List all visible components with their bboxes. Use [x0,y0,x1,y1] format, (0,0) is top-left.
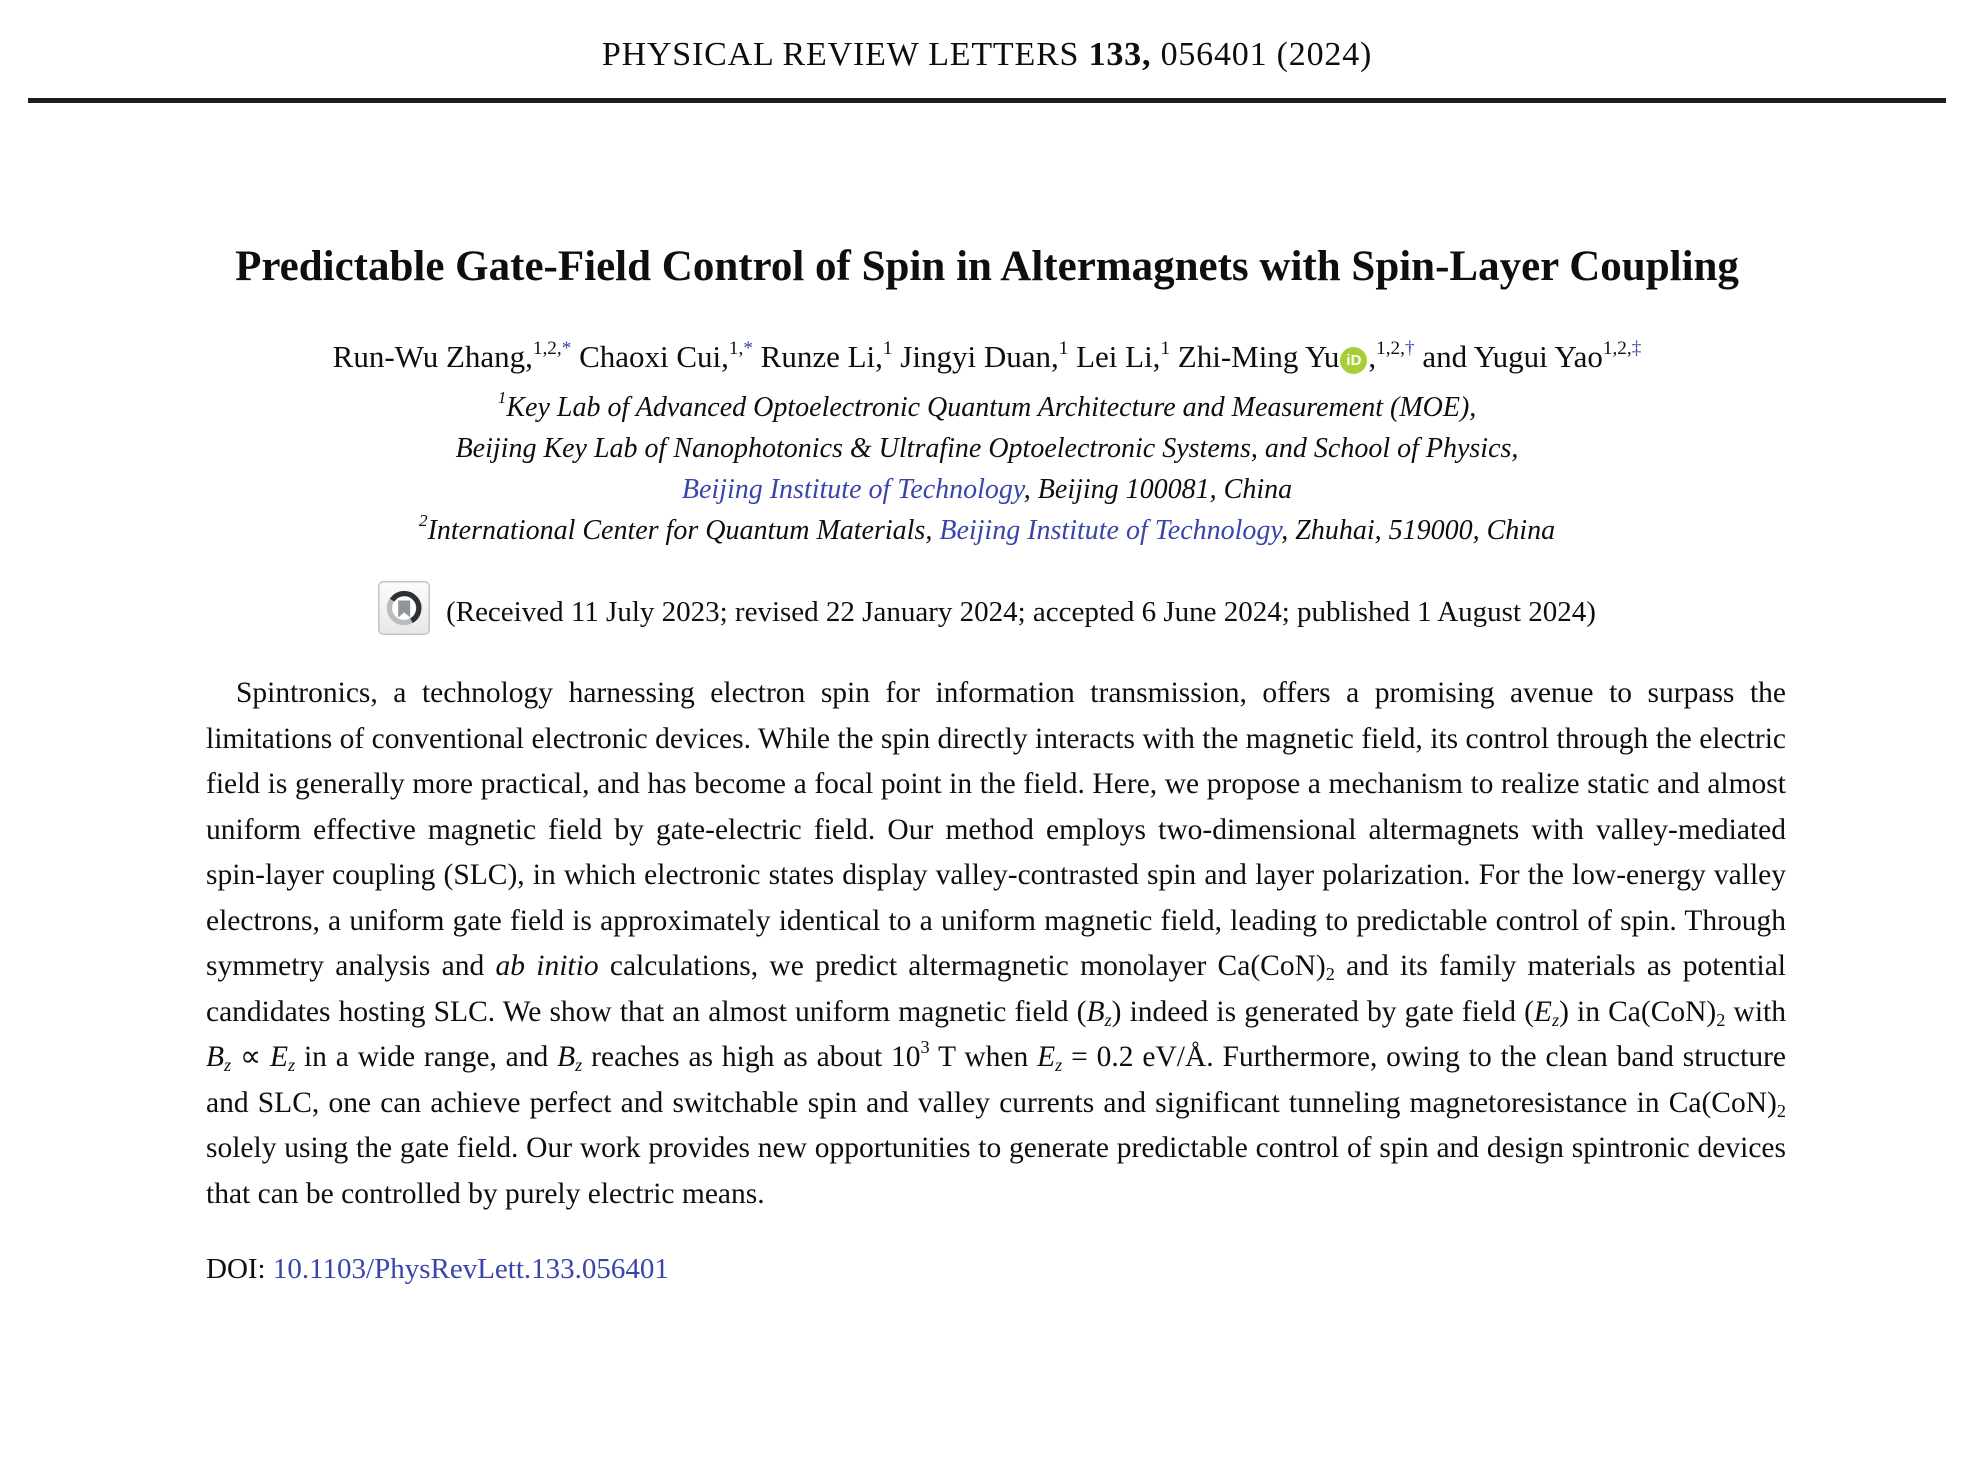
text-run: Lei Li, [1068,339,1161,374]
text-run: z [224,1055,232,1075]
text-run: 1 [497,388,507,407]
text-run: and its family materials as potential candidates hosting SLC. We show that an almost uniform magnetic field ( [206,950,1786,1028]
text-link[interactable]: Beijing Institute of Technology [939,515,1282,546]
text-run: solely using the gate field. Our work provides new opportunities to generate predictable control of spin and design spintronic devices that can be controlled by purely electric means. [206,1132,1786,1210]
text-run: , [1368,339,1377,374]
text-run: and Yugui Yao [1414,339,1603,374]
text-run: B [206,1041,225,1073]
abstract-text [206,671,1786,1217]
affiliation-line [0,387,1974,428]
text-link[interactable]: † [1404,338,1415,359]
text-run: ) in Ca(CoN) [1559,995,1717,1028]
text-run: 133, [1088,36,1152,73]
text-run: 2 [1716,1009,1726,1030]
orcid-icon[interactable]: iD [1340,347,1367,374]
text-run: T when [929,1041,1038,1073]
doi-link[interactable]: 10.1103/PhysRevLett.133.056401 [272,1253,669,1285]
text-run: E [1037,1041,1056,1073]
received-row [0,581,1974,643]
author-line [0,335,1974,379]
text-run: E [1533,995,1552,1028]
text-run: 3 [920,1037,930,1057]
text-run: ) indeed is generated by gate field ( [1111,995,1534,1028]
crossmark-icon[interactable] [378,581,430,643]
text-link[interactable]: ‡ [1631,338,1642,359]
text-run: 1 [1058,338,1069,359]
text-run: z [287,1055,296,1075]
text-run: z [575,1055,583,1075]
text-run: Run-Wu Zhang, [332,339,533,374]
text-run: reaches as high as about 10 [582,1041,921,1073]
text-run: B [557,1041,576,1073]
text-run: Spintronics, a technology harnessing electron spin for information transmission, offers a promising avenue to surpass the limitations of conventional electronic devices. While the spin directly interacts with the magnetic field, its control through the electric field is generally more practical, and has become a focal point in the field. Here, we propose a mechanism to realize static and almost uniform effective magnetic field by gate-electric field. Our method employs two-dimensional altermagnets with valley-mediated spin-layer coupling (SLC), in which electronic states display valley-contrasted spin and layer polarization. For the low-energy valley electrons, a uniform gate field is approximately identical to a uniform magnetic field, leading to predictable control of spin. Through symmetry analysis and [206,677,1786,982]
text-run: 1,2, [1602,338,1632,359]
text-run: 1 [882,338,893,359]
text-run: 1, [728,338,744,359]
text-run: with [1725,995,1786,1028]
journal-masthead [0,34,1974,76]
text-run: 056401 (2024) [1151,36,1373,73]
text-link[interactable]: * [743,338,753,359]
text-run: Chaoxi Cui, [571,339,729,374]
text-run: 1,2, [1376,338,1405,359]
text-run: = 0.2 eV/Å. Furthermore, owing to the clean band structure and SLC, one can achieve perfect and switchable spin and valley currents and significant tunneling magnetoresistance in Ca(CoN) [206,1041,1786,1119]
text-run: in a wide range, and [295,1041,558,1073]
text-run: 1,2, [532,338,562,359]
text-run: B [1086,995,1105,1028]
text-run: International Center for Quantum Materials, [427,515,940,546]
text-run: Jingyi Duan, [892,339,1059,374]
text-run: Runze Li, [752,339,883,374]
affiliation-line [0,428,1974,469]
doi-label: DOI: [206,1253,273,1285]
affiliations-block [0,387,1974,551]
text-run: z [1104,1009,1112,1030]
text-link[interactable]: * [561,338,572,359]
text-run: , Zhuhai, 519000, China [1281,515,1556,546]
paper-title: Predictable Gate-Field Control of Spin in Altermagnets with Spin-Layer Coupling [235,243,1739,290]
text-run: z [1551,1009,1560,1030]
text-run: z [1055,1055,1063,1075]
text-run: 2 [1325,964,1335,984]
text-run: 1 [1160,338,1171,359]
text-run: ∝ [231,1041,270,1073]
text-run: PHYSICAL REVIEW LETTERS [601,36,1089,73]
text-run: Beijing Key Lab of Nanophotonics & Ultrafine Optoelectronic Systems, and School of Physics, [455,433,1519,464]
doi-line [206,1253,1786,1286]
header-rule [28,98,1946,103]
text-run: , Beijing 100081, China [1023,474,1293,505]
text-run: calculations, we predict altermagnetic monolayer Ca(CoN) [598,950,1326,982]
text-run: Zhi-Ming Yu [1170,339,1340,374]
text-run: E [269,1041,288,1073]
text-link[interactable]: Beijing Institute of Technology [681,474,1024,505]
affiliation-line [0,510,1974,551]
received-text: (Received 11 July 2023; revised 22 January 2024; accepted 6 June 2024; published 1 August 2024) [446,595,1596,628]
text-run: 2 [1776,1100,1786,1121]
affiliation-line [0,469,1974,510]
text-run: Key Lab of Advanced Optoelectronic Quantum Architecture and Measurement (MOE), [506,392,1477,423]
text-run: 2 [418,511,428,530]
text-run: ab initio [495,950,599,982]
